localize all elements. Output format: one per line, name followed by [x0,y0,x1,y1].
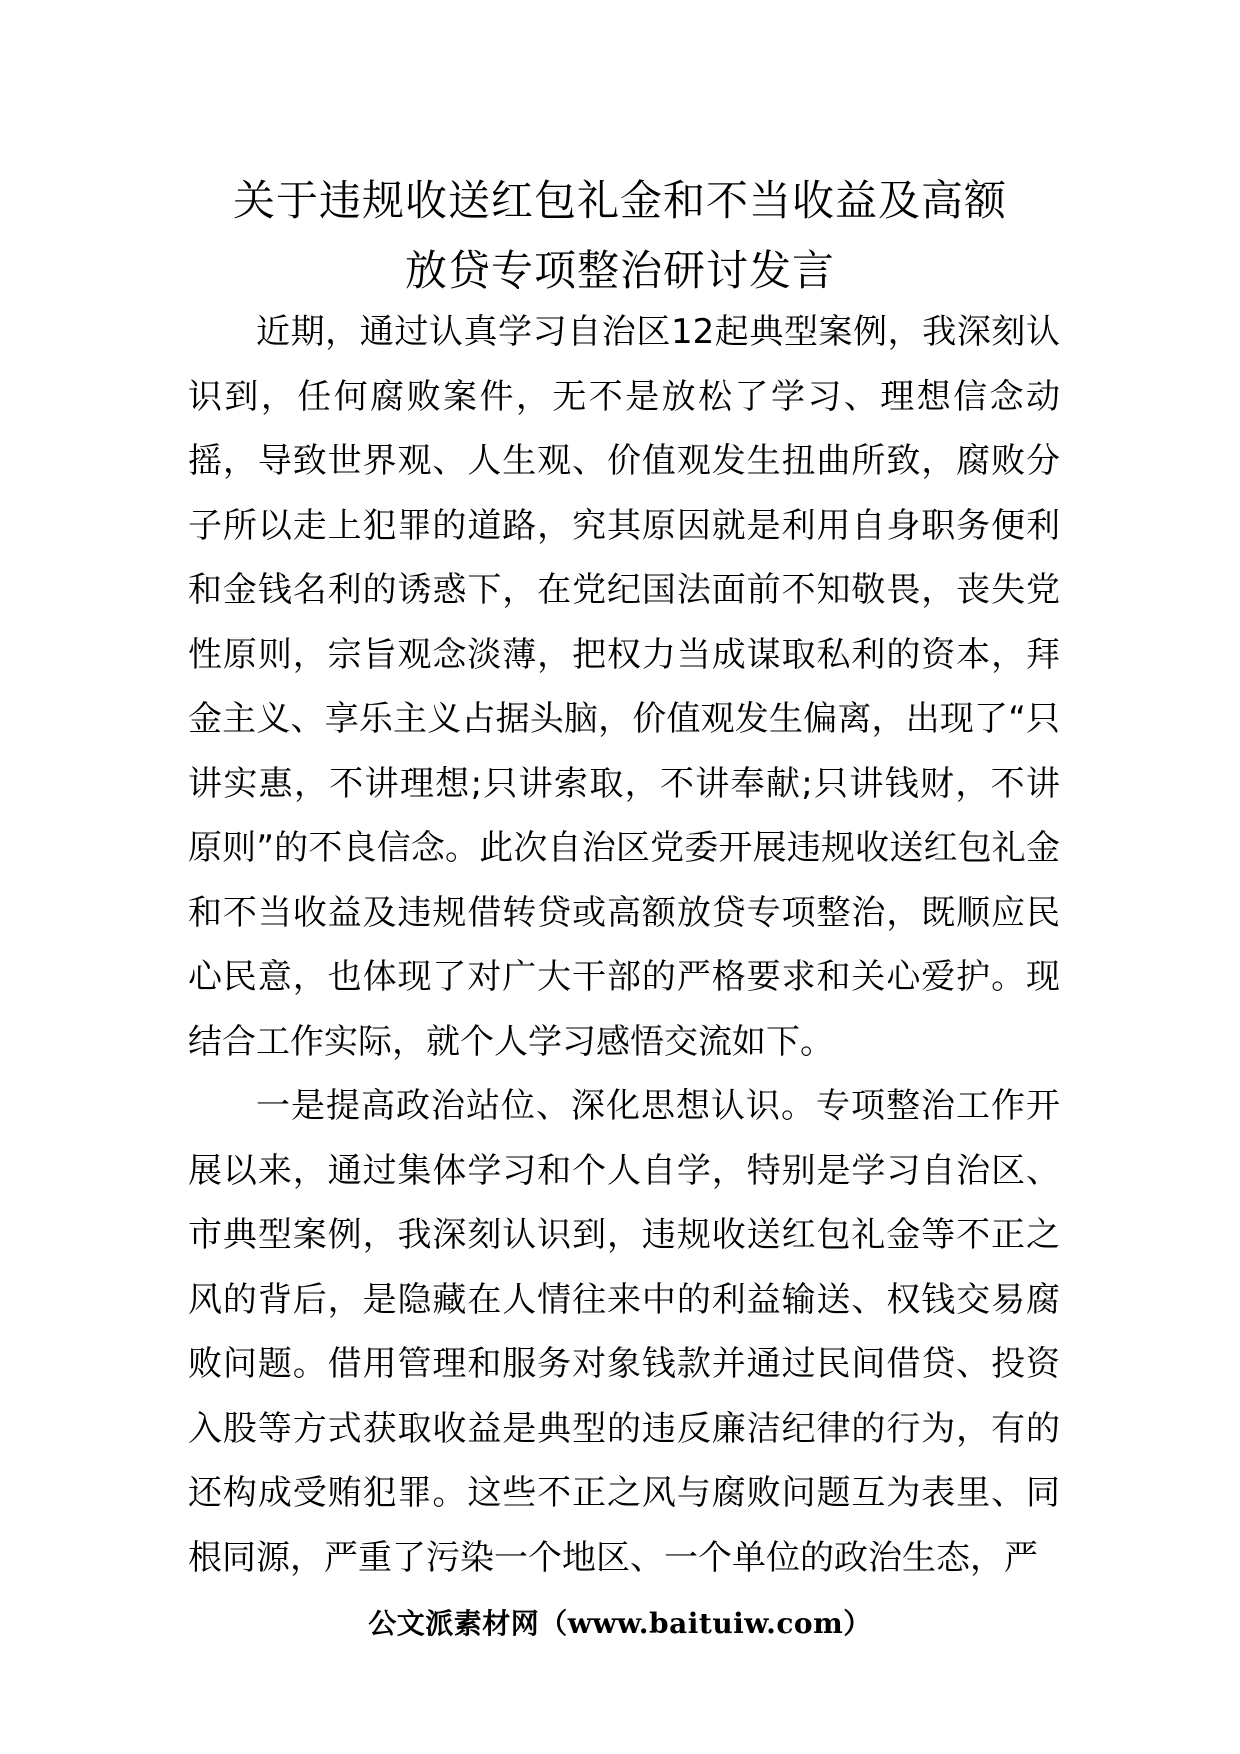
paragraph-point-one: 一是提高政治站位、深化思想认识。专项整治工作开展以来，通过集体学习和个人自学，特别是学习自治区、市典型案例，我深刻认识到，违规收送红包礼金等不正之风的背后，是隐藏在人情往来中的利益输送、权钱交易腐败问题。借用管理和服务对象钱款并通过民间借贷、投资入股等方式获取收益是典型的违反廉洁纪律的行为，有的还构成受贿犯罪。这些不正之风与腐败问题互为表里、同根同源，严重了污染一个地区、一个单位的政治生态，严 [188,1086,1060,1578]
paragraph-intro: 近期，通过认真学习自治区12起典型案例，我深刻认识到，任何腐败案件，无不是放松了学习、理想信念动摇，导致世界观、人生观、价值观发生扭曲所致，腐败分子所以走上犯罪的道路，究其原因就是利用自身职务便利和金钱名利的诱惑下，在党纪国法面前不知敬畏，丧失党性原则，宗旨观念淡薄，把权力当成谋取私利的资本，拜金主义、享乐主义占据头脑，价值观发生偏离，出现了“只讲实惠，不讲理想;只讲索取，不讲奉献;只讲钱财，不讲原则”的不良信念。此次自治区党委开展违规收送红包礼金和不当收益及违规借转贷或高额放贷专项整治，既顺应民心民意，也体现了对广大干部的严格要求和关心爱护。现结合工作实际，就个人学习感悟交流如下。 [188,312,1060,1062]
document-title [160,166,1080,306]
title-line-2: 放贷专项整治研讨发言 [404,246,835,295]
document-body [188,300,1060,1590]
footer-source: 公文派素材网（www.baituiw.com） [368,1607,872,1640]
title-line-1: 关于违规收送红包礼金和不当收益及高额 [232,176,1007,225]
